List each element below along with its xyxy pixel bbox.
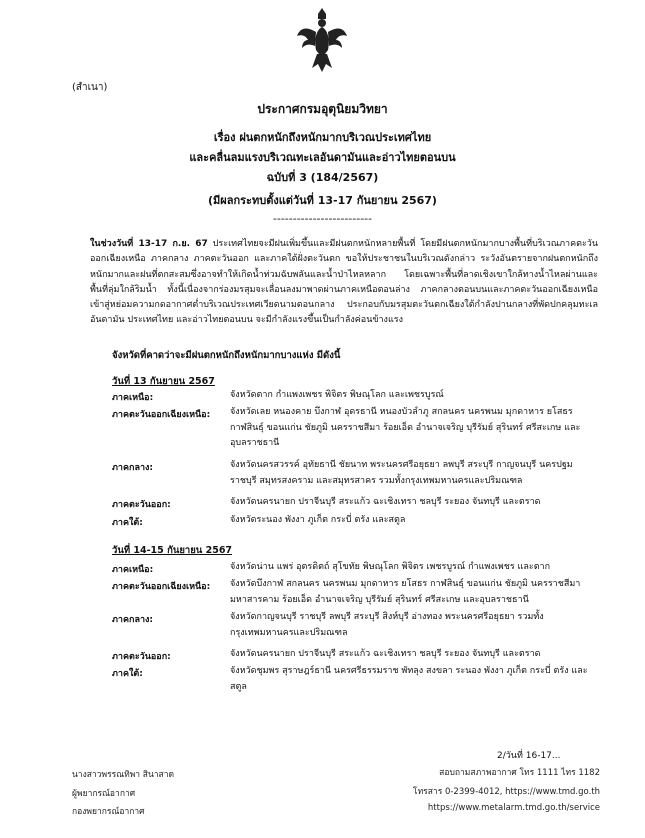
subject-line-1: เรื่อง ฝนตกหนักถึงหนักมากบริเวณประเทศไทย — [213, 131, 432, 144]
page-continuation: 2/วันที่ 16-17... — [497, 751, 561, 761]
region-provinces: จังหวัดนครนายก ปราจีนบุรี สระแก้ว ฉะเชิงเทรา ชลบุรี ระยอง จันทบุรี และตราด — [230, 649, 541, 659]
title-separator: ------------------------- — [272, 212, 373, 225]
provinces-heading: จังหวัดที่คาดว่าจะมีฝนตกหนักถึงหนักมากบางแห่ง มีดังนี้ — [112, 350, 341, 361]
agency-title: ประกาศกรมอุตุนิยมวิทยา — [257, 102, 388, 116]
region-provinces: จังหวัดบึงกาฬ สกลนคร นครพนม มุกดาหาร ยโสธร กาฬสินธุ์ ขอนแก่น ชัยภูมิ นครราชสีมา มหาสารคาม ร้อยเอ็ด อำนาจเจริญ บุรีรัมย์ สุรินทร์ ศรีสะเกษ และอุบลราชธานี — [230, 579, 581, 605]
region-provinces: จังหวัดตาก กำแพงเพชร พิจิตร พิษณุโลก และเพชรบูรณ์ — [230, 390, 444, 400]
body-paragraph — [90, 237, 598, 329]
garuda-emblem-icon — [296, 6, 348, 76]
body-text: ประเทศไทยจะมีฝนเพิ่มขึ้นและมีฝนตกหนักหลายพื้นที่ โดยมีฝนตกหนักมากบางพื้นที่บริเวณภาคตะวันออกเฉียงเหนือ ภาคกลาง ภาคตะวันออก และภาคใต้ฝั่งตะวันตก ขอให้ประชาชนในบริเวณดังกล่าว ระวังอันตรายจากฝนตกหนักถึงหนักมากและฝนที่ตกสะสมซึ่งอาจทำให้เกิดน้ำท่วมฉับพลันและน้ำป่าไหลหลาก โดยเฉพาะพื้นที่ลาดเชิงเขาใกล้ทางน้ำไหลผ่านและพื้นที่ลุ่มใกล้ริมน้ำ ทั้งนี้เนื่องจากร่องมรสุมจะเลื่อนลงมาพาดผ่านภาคเหนือตอนล่าง ภาคกลางตอนบนและภาคตะวันออกเฉียงเหนือ เข้าสู่หย่อมความกดอากาศต่ำบริเวณประเทศเวียดนามตอนกลาง ประกอบกับมรสุมตะวันตกเฉียงใต้กำลังปานกลางที่พัดปกคลุมทะเลอันดามัน ประเทศไทย และอ่าวไทยตอนบน จะมีกำลังแรงขึ้นเป็นกำลังค่อนข้างแรง — [90, 239, 598, 326]
region-provinces: จังหวัดกาญจนบุรี ราชบุรี ลพบุรี สระบุรี สิงห์บุรี อ่างทอง พระนครศรีอยุธยา รวมทั้งกรุงเทพมหานครและปริมณฑล — [230, 612, 544, 638]
region-label: ภาคตะวันออก: — [112, 652, 171, 662]
region-provinces: จังหวัดน่าน แพร่ อุตรดิตถ์ สุโขทัย พิษณุโลก พิจิตร เพชรบูรณ์ กำแพงเพชร และตาก — [230, 562, 551, 572]
issue-number: ฉบับที่ 3 (184/2567) — [266, 171, 379, 184]
region-label: ภาคกลาง: — [112, 463, 154, 473]
day-1-date: วันที่ 13 กันยายน 2567 — [112, 376, 215, 387]
effective-dates: (มีผลกระทบตั้งแต่วันที่ 13-17 กันยายน 2567) — [208, 194, 437, 207]
copy-label: (สำเนา) — [72, 82, 108, 93]
day-2-date: วันที่ 14-15 กันยายน 2567 — [112, 545, 233, 556]
subject-line-2: และคลื่นลมแรงบริเวณทะเลอันดามันและอ่าวไทยตอนบน — [189, 151, 456, 164]
region-provinces: จังหวัดนครสวรรค์ อุทัยธานี ชัยนาท พระนครศรีอยุธยา ลพบุรี สระบุรี กาญจนบุรี นครปฐม ราชบุรี สมุทรสงคราม และสมุทรสาคร รวมทั้งกรุงเทพมหานครและปริมณฑล — [230, 460, 573, 486]
metalarm-link[interactable]: https://www.metalarm.tmd.go.th/service — [427, 803, 600, 813]
region-provinces: จังหวัดนครนายก ปราจีนบุรี สระแก้ว ฉะเชิงเทรา ชลบุรี ระยอง จันทบุรี และตราด — [230, 497, 541, 507]
region-label: ภาคกลาง: — [112, 615, 154, 625]
forecaster-title: ผู้พยากรณ์อากาศ — [72, 789, 136, 799]
region-label: ภาคตะวันออกเฉียงเหนือ: — [112, 410, 211, 420]
region-label: ภาคใต้: — [112, 518, 143, 528]
body-lead: ในช่วงวันที่ 13-17 ก.ย. 67 — [90, 239, 208, 249]
region-provinces: จังหวัดระนอง พังงา ภูเก็ต กระบี่ ตรัง และสตูล — [230, 515, 406, 525]
region-label: ภาคเหนือ: — [112, 393, 154, 403]
forecaster-name: นางสาวพรรณทิพา สินาสาด — [72, 770, 175, 780]
region-provinces: จังหวัดชุมพร สุราษฎร์ธานี นครศรีธรรมราช พัทลุง สงขลา ระนอง พังงา ภูเก็ต กระบี่ ตรัง และสตูล — [230, 666, 588, 692]
region-label: ภาคตะวันออก: — [112, 500, 171, 510]
region-label: ภาคใต้: — [112, 669, 143, 679]
forecast-division: กองพยากรณ์อากาศ — [72, 807, 145, 817]
region-provinces: จังหวัดเลย หนองคาย บึงกาฬ อุดรธานี หนองบัวลำภู สกลนคร นครพนม มุกดาหาร ยโสธร กาฬสินธุ์ ขอนแก่น ชัยภูมิ นครราชสีมา ร้อยเอ็ด อำนาจเจริญ บุรีรัมย์ สุรินทร์ ศรีสะเกษ และอุบลราชธานี — [230, 407, 581, 448]
contact-phone: สอบถามสภาพอากาศ โทร 1111 ไทร 1182 — [439, 768, 600, 778]
region-label: ภาคเหนือ: — [112, 565, 154, 575]
region-label: ภาคตะวันออกเฉียงเหนือ: — [112, 582, 211, 592]
contact-fax-website: โทรสาร 0-2399-4012, https://www.tmd.go.th — [413, 787, 600, 797]
